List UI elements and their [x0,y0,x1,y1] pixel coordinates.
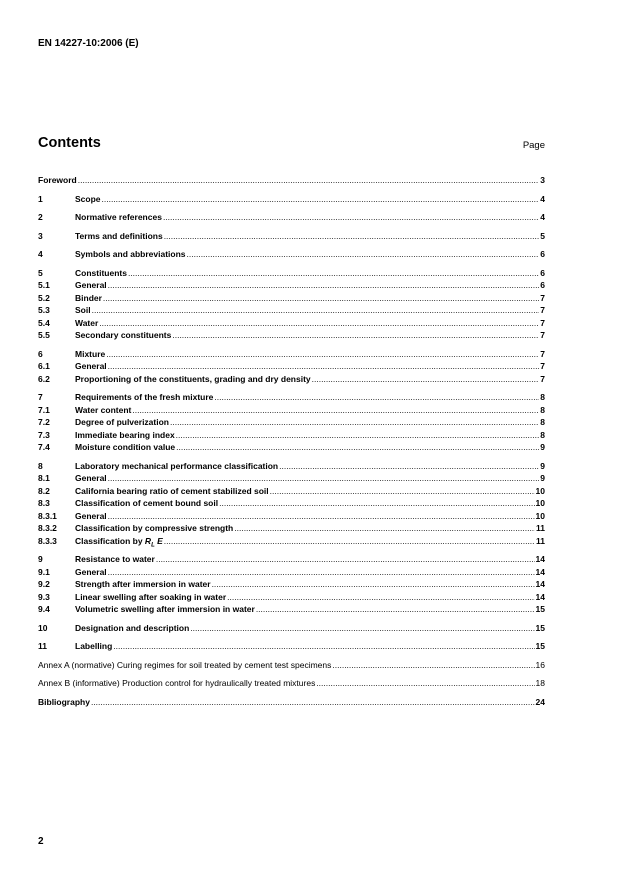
toc-entry-page: 11 [536,535,545,546]
toc-entry[interactable] [38,472,545,485]
toc-entry-page: 16 [535,659,545,670]
toc-leader-dots [102,193,540,206]
toc-entry-page: 24 [535,696,545,707]
toc-entry-title: Moisture condition value [75,442,176,452]
toc-entry-number: 8 [38,460,43,471]
toc-leader-dots [108,472,540,485]
toc-leader-dots [78,174,540,187]
toc-entry-number: 5.3 [38,305,50,315]
toc-entry-title: Classification of cement bound soil [75,498,219,508]
page-column-label: Page [522,140,545,151]
toc-entry[interactable] [38,317,545,330]
toc-entry-page: 7 [540,305,545,315]
toc-entry-page: 9 [540,460,545,471]
toc-entry-title: Constituents [75,267,127,278]
toc-entry-title: Water content [75,404,132,415]
toc-entry-page: 8 [540,392,545,402]
toc-entry-title: Linear swelling after soaking in water [75,591,227,602]
toc-leader-dots [227,591,534,604]
toc-leader-dots [91,696,535,709]
toc-entry[interactable] [38,677,545,690]
toc-leader-dots [164,230,540,243]
toc-entry-title: Normative references [75,212,162,222]
toc-entry-number: 8.3.2 [38,523,57,533]
toc-entry-number: 7.3 [38,429,50,440]
toc-leader-dots [103,292,539,305]
toc-entry-number: 7.1 [38,404,50,415]
toc-entry[interactable] [38,416,545,429]
toc-entry-page: 4 [540,212,545,222]
toc-entry-title: Proportioning of the constituents, grading and dry density [75,373,311,384]
toc-entry-number: 11 [38,641,47,651]
toc-entry-title: Symbols and abbreviations [75,249,186,259]
toc-entry-title: Classification by $R_L$ E [75,535,163,549]
toc-leader-dots [92,304,540,317]
toc-entry-title: General [75,361,107,371]
toc-entry-title: Immediate bearing index [75,429,175,440]
toc-entry-number: 8.3.1 [38,510,57,521]
toc-entry-page: 11 [536,523,545,533]
toc-leader-dots [234,522,535,535]
toc-leader-dots [312,373,540,386]
toc-leader-dots [176,429,540,442]
toc-entry-number: 5.2 [38,292,50,303]
toc-leader-dots [176,441,539,454]
toc-entry[interactable] [38,553,545,566]
document-id-header: EN 14227-10:2006 (E) [38,38,139,49]
toc-entry-page: 10 [535,485,545,496]
toc-entry-page: 14 [535,554,545,564]
toc-entry-title: Labelling [75,641,113,651]
toc-entry-number: 7 [38,392,43,402]
toc-entry-number: 9 [38,554,43,564]
toc-leader-dots [187,248,540,261]
toc-entry[interactable] [38,348,545,361]
toc-entry-number: 5.4 [38,317,50,328]
toc-entry-number: 9.1 [38,566,50,577]
toc-entry-title: Designation and description [75,622,190,633]
toc-entry-page: 14 [535,591,545,602]
toc-leader-dots [128,267,539,280]
toc-entry-page: 8 [540,404,545,415]
toc-entry-title: Strength after immersion in water [75,579,211,589]
toc-entry[interactable] [38,535,545,548]
toc-leader-dots [212,578,535,591]
toc-entry-number: 10 [38,622,48,633]
toc-entry-page: 15 [535,604,545,614]
toc-leader-dots [164,535,535,548]
page-number: 2 [38,836,44,847]
toc-entry-title: Volumetric swelling after immersion in water [75,604,255,614]
toc-leader-dots [163,211,539,224]
page-title: Contents [38,135,101,151]
toc-leader-dots [190,622,534,635]
toc-entry-title: Secondary constituents [75,330,172,340]
toc-entry-page: 6 [540,249,545,259]
toc-entry[interactable] [38,373,545,386]
toc-entry[interactable] [38,193,545,206]
toc-entry-title: Annex A (normative) Curing regimes for soil treated by cement test specimens [38,659,332,670]
toc-leader-dots [219,497,534,510]
toc-entry-number: 9.2 [38,579,50,589]
toc-leader-dots [113,640,534,653]
toc-entry-page: 7 [540,348,545,359]
toc-entry-title: Scope [75,193,101,204]
toc-entry[interactable] [38,659,545,672]
toc-entry-number: 7.2 [38,417,50,427]
toc-entry-page: 4 [540,193,545,204]
toc-leader-dots [108,360,540,373]
toc-entry-title: Classification by compressive strength [75,523,234,533]
toc-entry-title: Soil [75,305,91,315]
toc-entry-number: 4 [38,249,43,259]
toc-entry-title: General [75,566,107,577]
toc-entry-number: 5.1 [38,280,50,290]
toc-entry-number: 8.3 [38,498,50,508]
toc-entry-title: Laboratory mechanical performance classification [75,460,279,471]
toc-leader-dots [170,416,539,429]
toc-entry[interactable] [38,441,545,454]
toc-leader-dots [279,460,539,473]
toc-entry[interactable] [38,510,545,523]
toc-entry-page: 18 [535,678,545,688]
toc-entry-page: 7 [540,330,545,340]
toc-leader-dots [106,348,539,361]
toc-entry-title: General [75,280,107,290]
toc-entry-title: General [75,473,107,483]
toc-entry-page: 3 [540,175,545,185]
toc-entry-number: 7.4 [38,442,50,452]
toc-entry[interactable] [38,404,545,417]
toc-entry[interactable] [38,640,545,653]
toc-entry[interactable] [38,591,545,604]
toc-leader-dots [108,279,540,292]
toc-entry[interactable] [38,267,545,280]
toc-entry[interactable] [38,174,545,187]
toc-entry-page: 9 [540,442,545,452]
toc-entry-page: 7 [540,373,545,384]
toc-entry-number: 8.1 [38,473,50,483]
toc-entry-page: 6 [540,267,545,278]
toc-entry-page: 5 [540,230,545,241]
toc-entry-page: 15 [535,622,545,633]
toc-entry[interactable] [38,329,545,342]
toc-entry[interactable] [38,578,545,591]
toc-entry-page: 7 [540,361,545,371]
toc-entry-number: 6 [38,348,43,359]
toc-entry[interactable] [38,522,545,535]
toc-entry-title: Annex B (informative) Production control for hydraulically treated mixtures [38,678,316,688]
table-of-contents [38,174,545,708]
toc-entry-number: 8.2 [38,485,50,496]
toc-entry[interactable] [38,429,545,442]
toc-entry[interactable] [38,391,545,404]
toc-entry-number: 9.4 [38,604,50,614]
toc-entry-number: 6.2 [38,373,50,384]
toc-entry-title: Bibliography [38,696,90,707]
toc-entry-page: 10 [535,498,545,508]
toc-entry-page: 10 [535,510,545,521]
toc-entry-number: 3 [38,230,43,241]
toc-entry[interactable] [38,696,545,709]
toc-entry-page: 7 [540,292,545,303]
toc-leader-dots [172,329,539,342]
toc-entry-page: 9 [540,473,545,483]
toc-entry-page: 6 [540,280,545,290]
toc-entry[interactable] [38,497,545,510]
toc-entry-page: 8 [540,429,545,440]
toc-entry[interactable] [38,360,545,373]
toc-entry[interactable] [38,292,545,305]
toc-entry-number: 1 [38,193,43,204]
toc-entry[interactable] [38,279,545,292]
toc-entry-number: 5.5 [38,330,50,340]
toc-entry[interactable] [38,485,545,498]
toc-entry-page: 14 [535,566,545,577]
toc-entry-title: General [75,510,107,521]
toc-leader-dots [108,566,535,579]
toc-entry-number: 2 [38,212,43,222]
toc-entry-number: 6.1 [38,361,50,371]
toc-entry[interactable] [38,211,545,224]
toc-leader-dots [99,317,539,330]
toc-entry-title: California bearing ratio of cement stabilized soil [75,485,269,496]
toc-entry-title: Terms and definitions [75,230,163,241]
toc-leader-dots [256,603,535,616]
toc-entry-title: Foreword [38,175,77,185]
toc-leader-dots [156,553,535,566]
toc-entry-title: Degree of pulverization [75,417,169,427]
toc-entry[interactable] [38,622,545,635]
toc-leader-dots [214,391,539,404]
toc-entry[interactable] [38,460,545,473]
toc-leader-dots [132,404,539,417]
toc-entry[interactable] [38,304,545,317]
toc-entry-title: Resistance to water [75,554,155,564]
toc-entry-page: 7 [540,317,545,328]
toc-leader-dots [316,677,534,690]
toc-entry-title: Water [75,317,99,328]
toc-entry[interactable] [38,230,545,243]
toc-entry[interactable] [38,566,545,579]
toc-entry-page: 8 [540,417,545,427]
toc-leader-dots [332,659,534,672]
toc-entry-page: 14 [535,579,545,589]
toc-entry[interactable] [38,603,545,616]
toc-entry-title: Requirements of the fresh mixture [75,392,214,402]
toc-leader-dots [108,510,535,523]
toc-entry-page: 15 [535,641,545,651]
toc-entry[interactable] [38,248,545,261]
toc-entry-number: 8.3.3 [38,535,57,546]
toc-entry-number: 5 [38,267,43,278]
toc-entry-number: 9.3 [38,591,50,602]
toc-entry-title: Mixture [75,348,106,359]
toc-entry-title: Binder [75,292,102,303]
toc-leader-dots [270,485,535,498]
